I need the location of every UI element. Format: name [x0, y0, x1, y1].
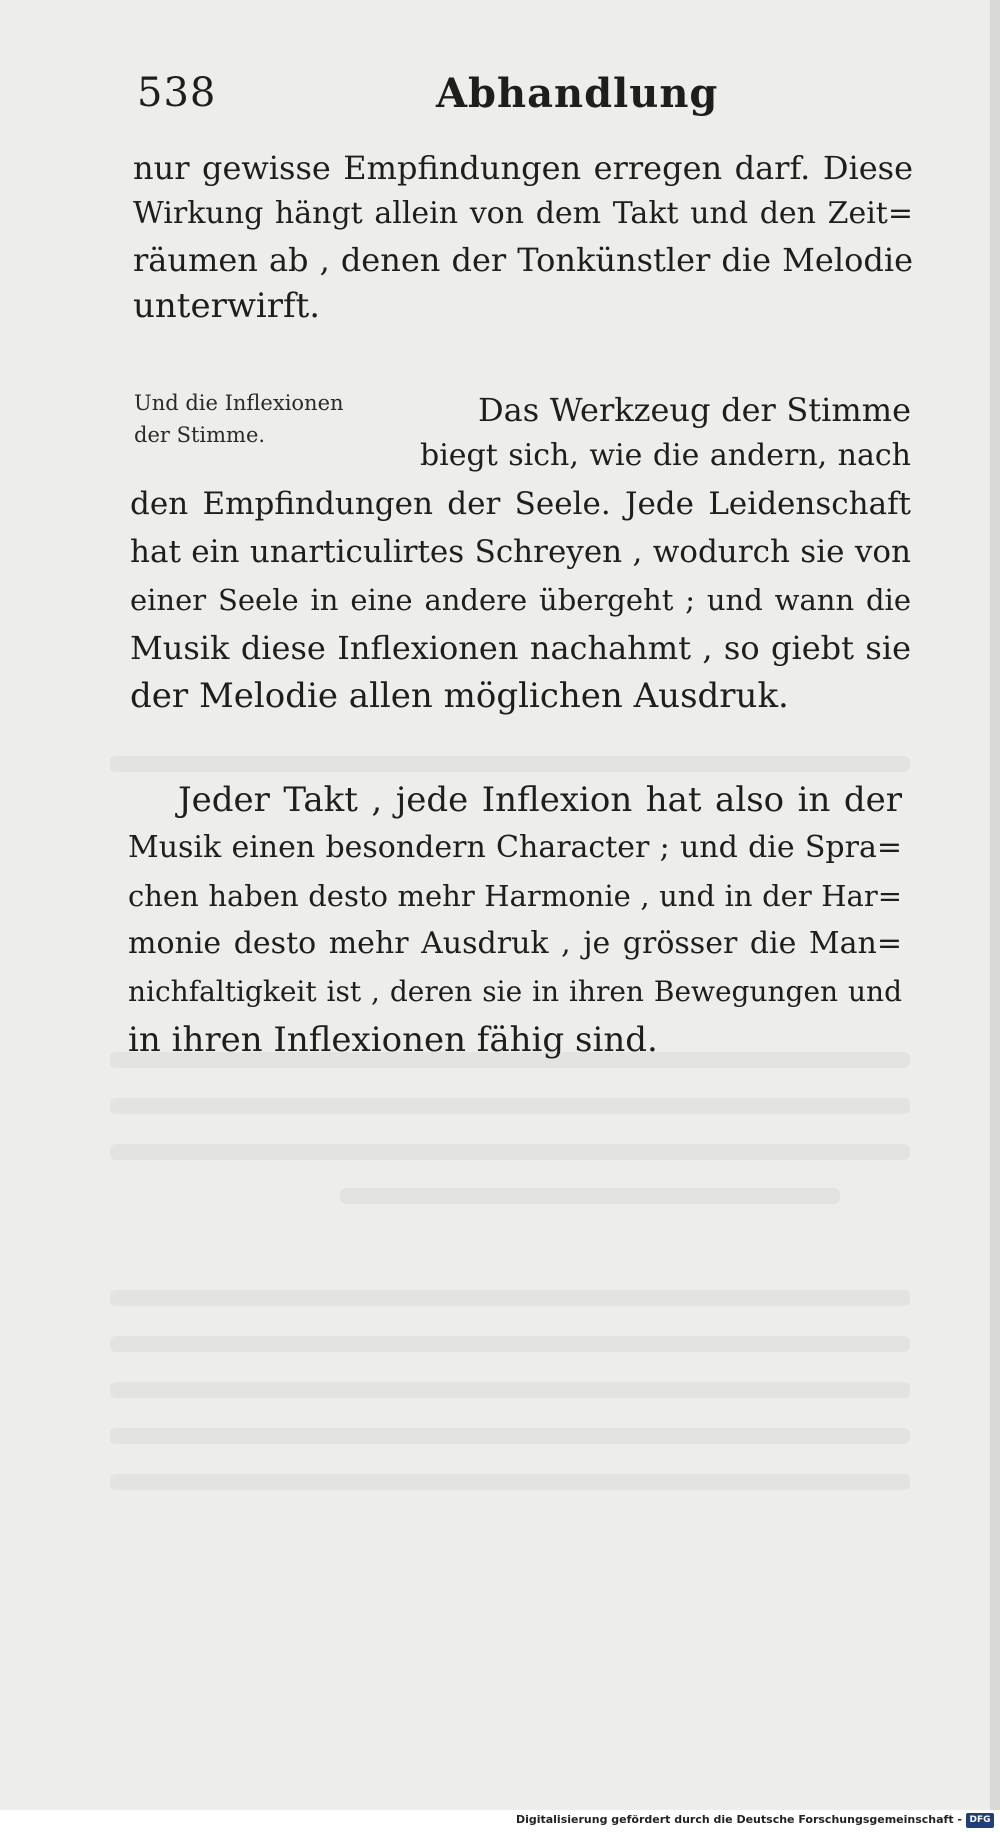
- bleed-through-mark: [110, 1290, 910, 1306]
- bleed-through-mark: [110, 756, 910, 772]
- text-line: nichfaltigkeit ist , deren sie in ihren Bewegungen und: [128, 975, 902, 1008]
- text-line: Musik einen besondern Character ; und die Spra=: [128, 830, 902, 865]
- text-line: monie desto mehr Ausdruk , je grösser die Man=: [128, 926, 902, 961]
- bleed-through-mark: [110, 1098, 910, 1114]
- text-line: Musik diese Inflexionen nachahmt , so giebt sie: [130, 629, 911, 667]
- bleed-through-mark: [110, 1382, 910, 1398]
- dfg-logo: DFG: [966, 1813, 994, 1828]
- funding-credit: Digitalisierung gefördert durch die Deutsche Forschungsgemeinschaft -: [515, 1813, 962, 1826]
- digitization-footer: [0, 1810, 1000, 1832]
- text-line: Jeder Takt , jede Inflexion hat also in der: [178, 780, 902, 820]
- bleed-through-mark: [110, 1428, 910, 1444]
- text-line: der Melodie allen möglichen Ausdruk.: [130, 676, 789, 716]
- running-head: [0, 62, 1000, 122]
- margin-note-line: Und die Inflexionen: [134, 391, 344, 415]
- bleed-through-mark: [340, 1188, 840, 1204]
- text-line: Wirkung hängt allein von dem Takt und den Zeit=: [133, 196, 913, 231]
- margin-note-line: der Stimme.: [134, 423, 266, 447]
- text-line: in ihren Inflexionen fähig sind.: [128, 1020, 658, 1060]
- bleed-through-mark: [110, 1474, 910, 1490]
- text-line: Das Werkzeug der Stimme: [478, 391, 911, 429]
- text-line: unterwirft.: [133, 286, 321, 326]
- text-line: hat ein unarticulirtes Schreyen , wodurch sie von: [130, 534, 911, 570]
- page-number: 538: [137, 70, 217, 116]
- text-line: räumen ab , denen der Tonkünstler die Melodie: [133, 241, 913, 279]
- bleed-through-mark: [110, 1144, 910, 1160]
- text-line: biegt sich, wie die andern, nach: [420, 438, 911, 473]
- text-line: nur gewisse Empfindungen erregen darf. Diese: [133, 149, 913, 187]
- scan-edge-shadow: [990, 0, 1000, 1810]
- bleed-through-mark: [110, 1336, 910, 1352]
- text-line: den Empfindungen der Seele. Jede Leidenschaft: [130, 486, 911, 522]
- text-line: chen haben desto mehr Harmonie , und in der Har=: [128, 879, 902, 913]
- margin-note: [134, 387, 404, 451]
- running-title: Abhandlung: [436, 70, 719, 117]
- text-line: einer Seele in eine andere übergeht ; und wann die: [130, 583, 911, 617]
